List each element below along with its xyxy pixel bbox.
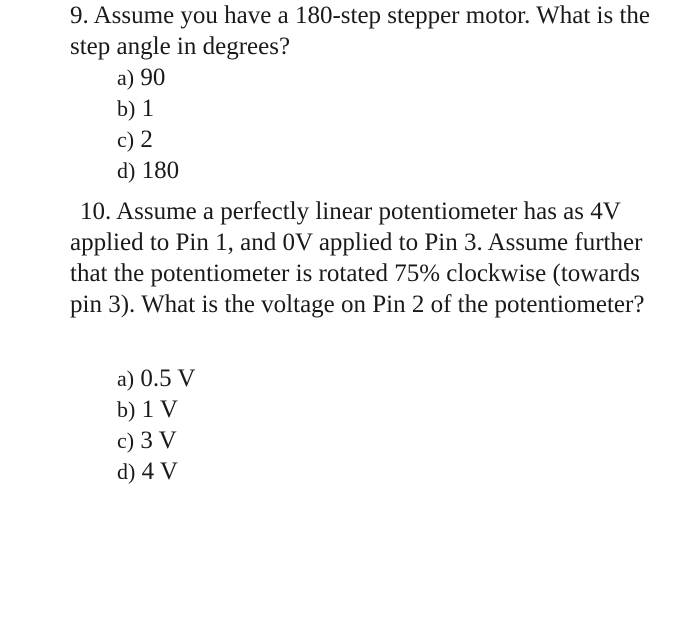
- option-letter: a): [117, 65, 135, 90]
- option-letter: d): [117, 158, 136, 183]
- option-letter: b): [117, 397, 136, 422]
- question-10-rest: applied to Pin 1, and 0V applied to Pin 3. Assume further that the potentiometer is rotated 75% clockwise (towards pin 3). What is the voltage on Pin 2 of the potentiometer?: [70, 229, 645, 318]
- question-10-option-b: [117, 394, 195, 425]
- question-9-option-d: [117, 155, 179, 186]
- option-text: 4 V: [141, 458, 178, 485]
- option-letter: c): [117, 127, 135, 152]
- question-10-text: [70, 196, 660, 320]
- option-letter: a): [117, 366, 135, 391]
- question-9-options: [117, 62, 179, 186]
- question-9-option-a: [117, 62, 179, 93]
- question-9-option-b: [117, 93, 179, 124]
- option-text: 90: [140, 64, 166, 91]
- option-text: 180: [141, 157, 180, 184]
- question-10-option-a: [117, 363, 195, 394]
- option-text: 0.5 V: [140, 365, 196, 392]
- question-10-option-c: [117, 425, 195, 456]
- option-letter: c): [117, 428, 135, 453]
- option-text: 3 V: [140, 427, 177, 454]
- question-9-text: 9. Assume you have a 180-step stepper motor. What is the step angle in degrees?: [70, 2, 650, 60]
- question-10-option-d: [117, 456, 195, 487]
- question-10-first-line: 10. Assume a perfectly linear potentiometer has as 4V: [80, 198, 621, 225]
- option-text: 1: [141, 95, 155, 122]
- option-letter: d): [117, 459, 136, 484]
- option-letter: b): [117, 96, 136, 121]
- option-text: 2: [140, 126, 153, 153]
- option-text: 1 V: [141, 396, 178, 423]
- question-10-options: [117, 363, 195, 487]
- question-9-option-c: [117, 124, 179, 155]
